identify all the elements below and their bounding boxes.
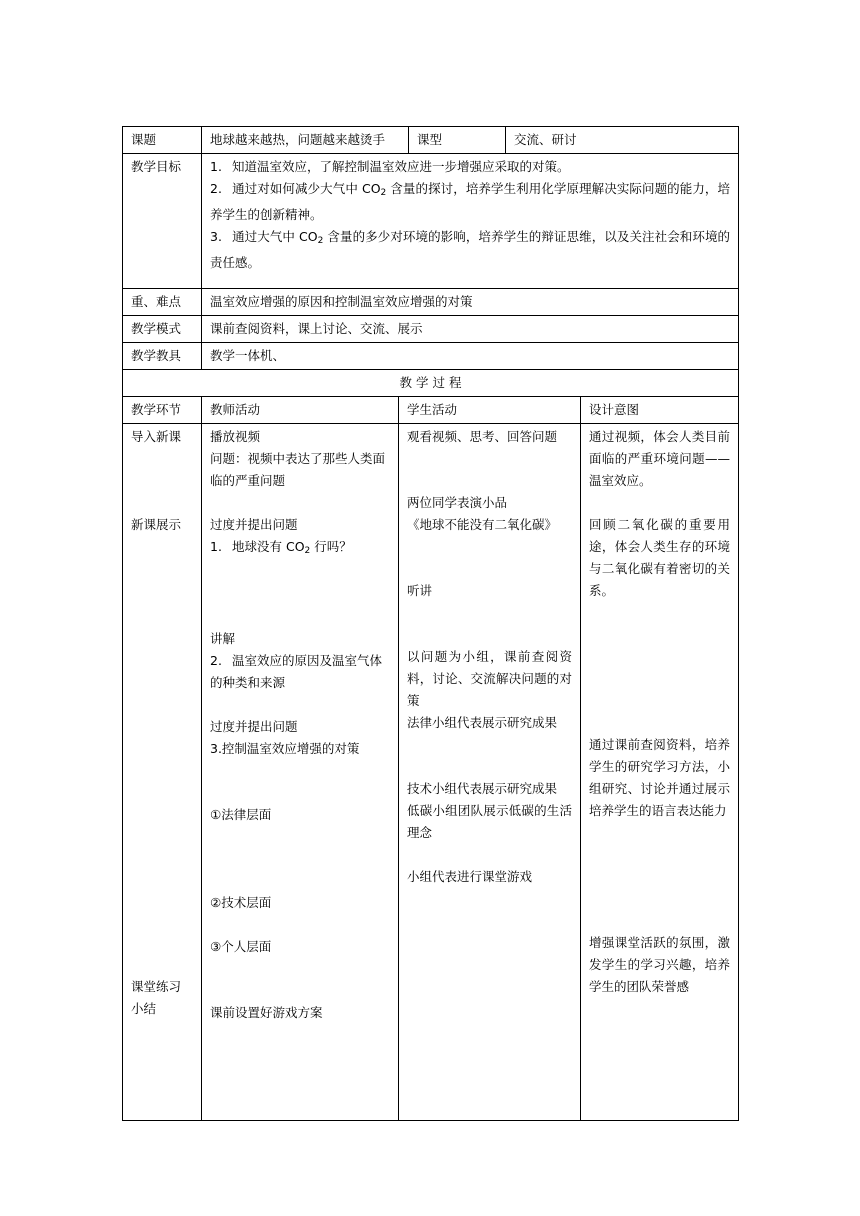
- teacher-play-video: 播放视频: [210, 429, 261, 444]
- teacher-personal-level: ③个人层面: [210, 939, 272, 954]
- stage-3: 课堂练习: [131, 979, 182, 994]
- goals-content: [202, 154, 739, 289]
- stage-1: 导入新课: [131, 429, 182, 444]
- student-research: 以问题为小组，课前查阅资料，讨论、交流解决问题的对策: [407, 649, 573, 708]
- process-body-row: [123, 424, 739, 1121]
- intent-co2-role: 回顾二氧化碳的重要用途，体会人类生存的环境与二氧化碳有着密切的关系。: [589, 517, 731, 598]
- teacher-question-3: 3.控制温室效应增强的对策: [210, 741, 360, 756]
- student-legal-group: 法律小组代表展示研究成果: [407, 715, 558, 730]
- teacher-transition-1: 过度并提出问题: [210, 517, 298, 532]
- teacher-explain: 讲解: [210, 631, 236, 646]
- goal-item-3: 3. 通过大气中 $CO_2$ 含量的多少对环境的影响，培养学生的辩证思维，以及关注社会和环境的责任感。: [210, 229, 731, 270]
- student-watch-video: 观看视频、思考、回答问题: [407, 429, 558, 444]
- student-listen: 听讲: [407, 583, 433, 598]
- topic-label: 课题: [123, 127, 202, 154]
- student-game: 小组代表进行课堂游戏: [407, 869, 533, 884]
- col-header-student: 学生活动: [399, 397, 581, 424]
- key-points-value: 温室效应增强的原因和控制温室效应增强的对策: [202, 289, 739, 316]
- mode-row: [123, 316, 739, 343]
- intent-research: 通过课前查阅资料，培养学生的研究学习方法，小组研究、讨论并通过展示培养学生的语言表达能力: [589, 737, 731, 818]
- tools-label: 教学教具: [123, 343, 202, 370]
- teacher-question-video: 问题：视频中表达了那些人类面临的严重问题: [210, 451, 386, 488]
- topic-row: [123, 127, 739, 154]
- student-skit: 两位同学表演小品: [407, 495, 508, 510]
- teacher-transition-2: 过度并提出问题: [210, 719, 298, 734]
- col-header-teacher: 教师活动: [202, 397, 399, 424]
- key-points-row: [123, 289, 739, 316]
- mode-value: 课前查阅资料，课上讨论、交流、展示: [202, 316, 739, 343]
- tools-row: [123, 343, 739, 370]
- stage-4: 小结: [131, 1001, 157, 1016]
- student-lowcarbon-group: 低碳小组团队展示低碳的生活理念: [407, 803, 573, 840]
- teacher-question-2: 2. 温室效应的原因及温室气体的种类和来源: [210, 653, 383, 690]
- teacher-tech-level: ②技术层面: [210, 895, 272, 910]
- mode-label: 教学模式: [123, 316, 202, 343]
- col-header-stage: 教学环节: [123, 397, 202, 424]
- intent-video: 通过视频，体会人类目前面临的严重环境问题——温室效应。: [589, 429, 731, 488]
- goals-label: 教学目标: [123, 154, 202, 289]
- type-value: 交流、研讨: [506, 127, 739, 154]
- topic-value: 地球越来越热，问题越来越烫手: [202, 127, 409, 154]
- process-title-row: [123, 370, 739, 397]
- process-title: 教 学 过 程: [123, 370, 739, 397]
- goal-item-1: 1. 知道温室效应，了解控制温室效应进一步增强应采取的对策。: [210, 159, 570, 174]
- goal-item-2: 2. 通过对如何减少大气中 $CO_2$ 含量的探讨，培养学生利用化学原理解决实际问题的能力，培养学生的创新精神。: [210, 181, 731, 222]
- student-column: [399, 424, 581, 1121]
- tools-value: 教学一体机、: [202, 343, 739, 370]
- key-points-label: 重、难点: [123, 289, 202, 316]
- intent-game: 增强课堂活跃的氛围，激发学生的学习兴趣，培养学生的团队荣誉感: [589, 935, 731, 994]
- teacher-game-plan: 课前设置好游戏方案: [210, 1005, 323, 1020]
- stage-2: 新课展示: [131, 517, 182, 532]
- col-header-intent: 设计意图: [581, 397, 739, 424]
- goals-row: [123, 154, 739, 289]
- student-skit-title: 《地球不能没有二氧化碳》: [407, 517, 558, 532]
- intent-column: [581, 424, 739, 1121]
- type-label: 课型: [409, 127, 506, 154]
- lesson-plan-table: [122, 126, 739, 1121]
- stage-column: [123, 424, 202, 1121]
- teacher-column: [202, 424, 399, 1121]
- teacher-question-1: 1. 地球没有 $CO_2$ 行吗？: [210, 539, 352, 556]
- student-tech-group: 技术小组代表展示研究成果: [407, 781, 558, 796]
- process-header-row: [123, 397, 739, 424]
- teacher-legal-level: ①法律层面: [210, 807, 272, 822]
